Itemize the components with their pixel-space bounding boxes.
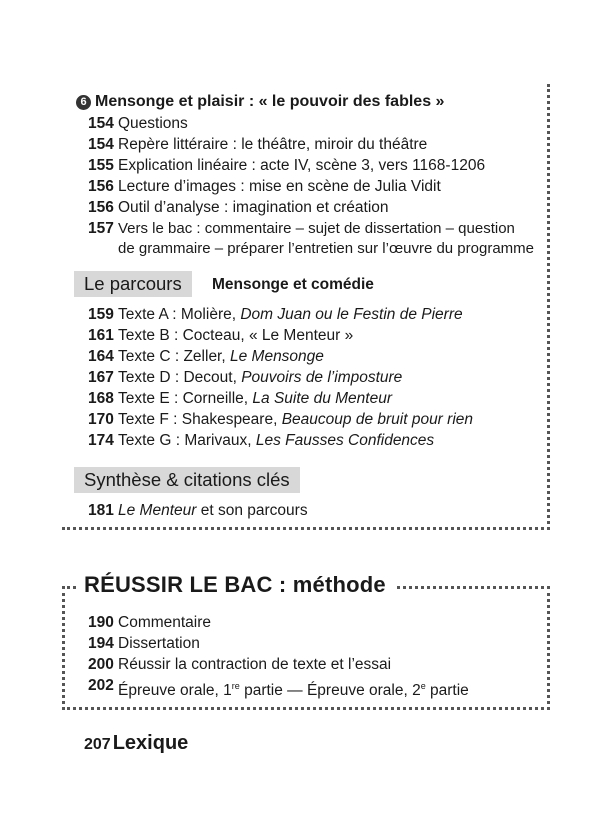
synthese-label: Synthèse & citations clés bbox=[84, 469, 290, 490]
page-number: 164 bbox=[88, 348, 114, 365]
entry-text-line2: de grammaire – préparer l’entretien sur l’œuvre du programme bbox=[118, 240, 535, 257]
toc-entry[interactable] bbox=[88, 198, 389, 218]
entry-text: Texte D : Decout, bbox=[118, 369, 242, 386]
page-number: 156 bbox=[88, 199, 114, 216]
toc-entry[interactable] bbox=[88, 219, 534, 259]
chapter-heading bbox=[76, 93, 444, 111]
bac-title: RÉUSSIR LE BAC : méthode bbox=[76, 572, 394, 598]
synthese-band bbox=[74, 467, 300, 493]
ordinal-suffix: e bbox=[420, 681, 426, 691]
entry-text: Texte E : Corneille, bbox=[118, 390, 253, 407]
chapter-title: Mensonge et plaisir : « le pouvoir des fables » bbox=[95, 93, 445, 110]
toc-entry[interactable] bbox=[88, 389, 392, 409]
page-number: 200 bbox=[88, 656, 114, 673]
page-number: 170 bbox=[88, 411, 114, 428]
page-number: 161 bbox=[88, 327, 114, 344]
parcours-subtitle: Mensonge et comédie bbox=[212, 276, 374, 293]
toc-entry[interactable] bbox=[88, 634, 200, 654]
toc-entry[interactable] bbox=[88, 326, 353, 346]
entry-text: Explication linéaire : acte IV, scène 3, vers 1168-1206 bbox=[118, 157, 486, 174]
toc-entry[interactable] bbox=[88, 410, 473, 430]
entry-text: Texte F : Shakespeare, bbox=[118, 411, 282, 428]
entry-text: Épreuve orale, 1 bbox=[118, 682, 232, 700]
toc-entry[interactable] bbox=[88, 613, 211, 633]
toc-entry[interactable] bbox=[88, 135, 427, 155]
page-number: 174 bbox=[88, 432, 114, 449]
entry-text: Texte A : Molière, bbox=[118, 306, 241, 323]
work-title: Les Fausses Confidences bbox=[255, 432, 435, 449]
lexique-label: Lexique bbox=[112, 732, 189, 754]
entry-text: Commentaire bbox=[118, 614, 212, 631]
entry-text: partie — Épreuve orale, 2 bbox=[239, 682, 421, 700]
parcours-label: Le parcours bbox=[84, 273, 182, 294]
toc-entry[interactable] bbox=[88, 676, 469, 701]
work-title: Le Mensonge bbox=[229, 348, 324, 365]
entry-text: partie bbox=[425, 682, 469, 700]
page-number: 154 bbox=[88, 136, 114, 153]
toc-entry[interactable] bbox=[88, 177, 441, 197]
page-number: 194 bbox=[88, 635, 114, 652]
page-number: 167 bbox=[88, 369, 114, 386]
work-title: Le Menteur bbox=[118, 502, 197, 519]
entry-text: et son parcours bbox=[196, 502, 308, 519]
entry-text: Outil d’analyse : imagination et création bbox=[118, 199, 389, 216]
work-title: Dom Juan ou le Festin de Pierre bbox=[240, 306, 463, 323]
entry-text: Dissertation bbox=[118, 635, 200, 652]
entry-text: Texte B : Cocteau, « Le Menteur » bbox=[118, 327, 354, 344]
chapter-number-badge: 6 bbox=[76, 95, 91, 110]
entry-text: Lecture d’images : mise en scène de Julia Vidit bbox=[118, 178, 441, 195]
toc-entry[interactable] bbox=[88, 156, 485, 176]
page-number: 207 bbox=[84, 736, 111, 753]
parcours-band bbox=[74, 271, 192, 297]
entry-text: Questions bbox=[118, 115, 188, 132]
entry-text: Réussir la contraction de texte et l’essai bbox=[118, 656, 392, 673]
page-number: 168 bbox=[88, 390, 114, 407]
entry-text: Repère littéraire : le théâtre, miroir du théâtre bbox=[118, 136, 428, 153]
page-number: 157 bbox=[88, 220, 114, 237]
ordinal-suffix: re bbox=[231, 681, 240, 691]
page-number: 155 bbox=[88, 157, 114, 174]
toc-entry[interactable] bbox=[88, 305, 463, 325]
toc-entry[interactable] bbox=[88, 114, 188, 134]
toc-entry[interactable] bbox=[88, 368, 402, 388]
page-number: 202 bbox=[88, 677, 114, 694]
toc-entry[interactable] bbox=[88, 655, 391, 675]
toc-entry[interactable] bbox=[88, 501, 308, 521]
toc-entry[interactable] bbox=[88, 431, 434, 451]
page-number: 154 bbox=[88, 115, 114, 132]
entry-text-line1: Vers le bac : commentaire – sujet de dissertation – question bbox=[118, 220, 515, 237]
toc-entry[interactable] bbox=[88, 347, 324, 367]
lexique-entry[interactable] bbox=[84, 732, 188, 755]
entry-text: Texte G : Marivaux, bbox=[118, 432, 256, 449]
page-number: 156 bbox=[88, 178, 114, 195]
entry-text: Texte C : Zeller, bbox=[118, 348, 230, 365]
work-title: Pouvoirs de l’imposture bbox=[241, 369, 403, 386]
page-number: 190 bbox=[88, 614, 114, 631]
work-title: La Suite du Menteur bbox=[252, 390, 392, 407]
page-number: 181 bbox=[88, 502, 114, 519]
page-number: 159 bbox=[88, 306, 114, 323]
work-title: Beaucoup de bruit pour rien bbox=[281, 411, 474, 428]
